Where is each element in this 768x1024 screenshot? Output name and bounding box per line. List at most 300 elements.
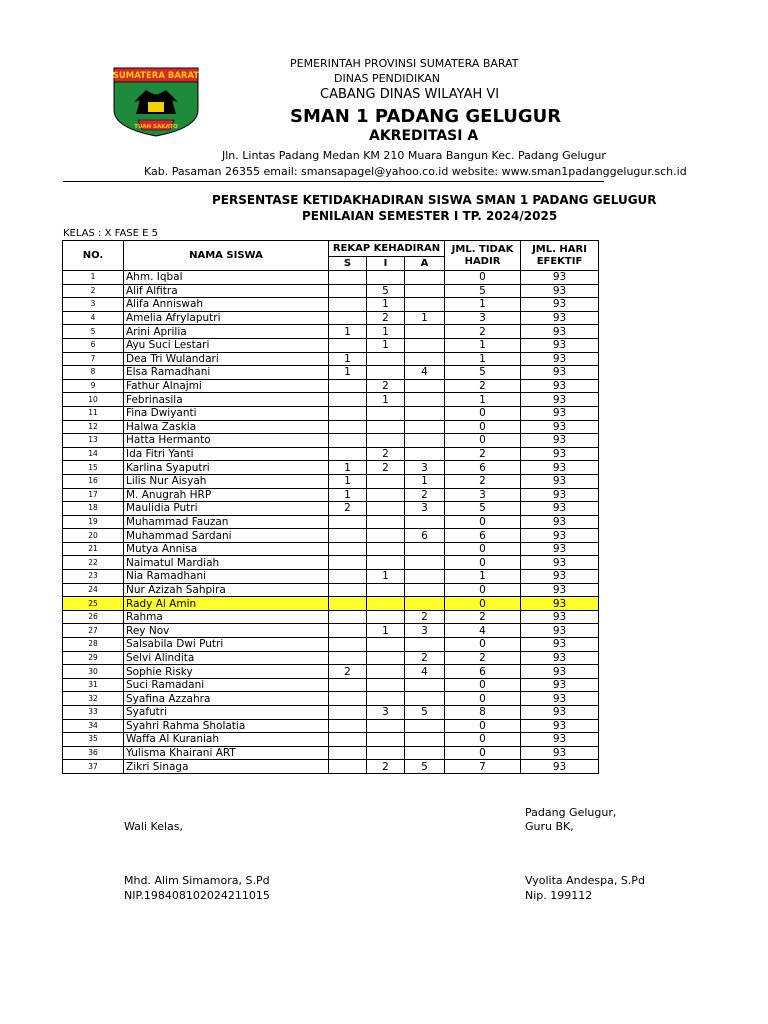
total-absent: 3 [445, 488, 521, 502]
table-row [63, 556, 599, 570]
student-name: Alifa Anniswah [124, 298, 329, 312]
table-row [63, 434, 599, 448]
table-row [63, 338, 599, 352]
permission-count: 2 [367, 379, 405, 393]
header-a: A [405, 257, 445, 271]
effective-days: 93 [521, 733, 599, 747]
sick-count: 1 [329, 366, 367, 380]
effective-days: 93 [521, 461, 599, 475]
row-number: 21 [63, 542, 124, 556]
effective-days: 93 [521, 366, 599, 380]
row-number: 2 [63, 284, 124, 298]
permission-count [367, 406, 405, 420]
sick-count: 1 [329, 474, 367, 488]
absent-count: 2 [405, 651, 445, 665]
sick-count [329, 556, 367, 570]
table-row [63, 542, 599, 556]
absent-count [405, 542, 445, 556]
student-name: Ayu Suci Lestari [124, 338, 329, 352]
row-number: 3 [63, 298, 124, 312]
row-number: 7 [63, 352, 124, 366]
table-row [63, 379, 599, 393]
effective-days: 93 [521, 406, 599, 420]
student-name: Rahma [124, 610, 329, 624]
total-absent: 1 [445, 393, 521, 407]
attendance-table [62, 240, 599, 774]
counselor-name: Vyolita Andespa, S.Pd [525, 874, 645, 887]
table-row [63, 638, 599, 652]
total-absent: 2 [445, 651, 521, 665]
row-number: 10 [63, 393, 124, 407]
row-number: 4 [63, 311, 124, 325]
counselor-nip: Nip. 199112 [525, 889, 593, 902]
permission-count [367, 488, 405, 502]
permission-count [367, 692, 405, 706]
permission-count [367, 556, 405, 570]
sick-count [329, 692, 367, 706]
absent-count: 4 [405, 366, 445, 380]
logo-bottom-text: TUAH SAKATO [134, 124, 178, 130]
row-number: 5 [63, 325, 124, 339]
province-emblem-logo [110, 66, 202, 138]
row-number: 6 [63, 338, 124, 352]
permission-count [367, 434, 405, 448]
absent-count: 3 [405, 624, 445, 638]
absent-count: 1 [405, 474, 445, 488]
row-number: 26 [63, 610, 124, 624]
row-number: 22 [63, 556, 124, 570]
student-name: Fina Dwiyanti [124, 406, 329, 420]
absent-count [405, 379, 445, 393]
sick-count [329, 624, 367, 638]
effective-days: 93 [521, 692, 599, 706]
effective-days: 93 [521, 338, 599, 352]
effective-days: 93 [521, 271, 599, 285]
student-name: Naimatul Mardiah [124, 556, 329, 570]
effective-days: 93 [521, 284, 599, 298]
row-number: 14 [63, 447, 124, 461]
permission-count: 2 [367, 760, 405, 774]
sick-count [329, 706, 367, 720]
sick-count [329, 638, 367, 652]
absent-count [405, 515, 445, 529]
letterhead-divider [63, 181, 604, 182]
table-row [63, 515, 599, 529]
row-number: 34 [63, 719, 124, 733]
effective-days: 93 [521, 393, 599, 407]
table-row [63, 325, 599, 339]
school-address: Jln. Lintas Padang Medan KM 210 Muara Bangun Kec. Padang Gelugur [222, 149, 606, 162]
sick-count [329, 515, 367, 529]
permission-count: 2 [367, 461, 405, 475]
table-row [63, 284, 599, 298]
total-absent: 6 [445, 529, 521, 543]
total-absent: 1 [445, 352, 521, 366]
student-name: Syafina Azzahra [124, 692, 329, 706]
total-absent: 0 [445, 406, 521, 420]
total-absent: 0 [445, 583, 521, 597]
total-absent: 2 [445, 325, 521, 339]
absent-count [405, 570, 445, 584]
sick-count [329, 311, 367, 325]
sick-count: 2 [329, 502, 367, 516]
sick-count: 2 [329, 665, 367, 679]
total-absent: 4 [445, 624, 521, 638]
effective-days: 93 [521, 352, 599, 366]
homeroom-teacher-name: Mhd. Alim Simamora, S.Pd [124, 874, 270, 887]
table-row [63, 760, 599, 774]
report-title: PERSENTASE KETIDAKHADIRAN SISWA SMAN 1 PADANG GELUGUR [212, 193, 657, 207]
effective-days: 93 [521, 610, 599, 624]
student-name: Maulidia Putri [124, 502, 329, 516]
sick-count [329, 529, 367, 543]
absent-count [405, 393, 445, 407]
student-name: Ida Fitri Yanti [124, 447, 329, 461]
sick-count: 1 [329, 352, 367, 366]
total-absent: 0 [445, 638, 521, 652]
sick-count [329, 406, 367, 420]
absent-count [405, 692, 445, 706]
effective-days: 93 [521, 325, 599, 339]
student-name: Sophie Risky [124, 665, 329, 679]
absent-count: 3 [405, 461, 445, 475]
sick-count [329, 420, 367, 434]
effective-days: 93 [521, 420, 599, 434]
absent-count [405, 746, 445, 760]
absent-count: 2 [405, 610, 445, 624]
letterhead-department: DINAS PENDIDIKAN [334, 72, 440, 85]
total-absent: 0 [445, 678, 521, 692]
absent-count [405, 597, 445, 611]
student-name: Febrinasila [124, 393, 329, 407]
permission-count [367, 502, 405, 516]
student-name: Suci Ramadani [124, 678, 329, 692]
effective-days: 93 [521, 665, 599, 679]
row-number: 25 [63, 597, 124, 611]
student-name: Nur Azizah Sahpira [124, 583, 329, 597]
row-number: 28 [63, 638, 124, 652]
effective-days: 93 [521, 502, 599, 516]
student-name: Rady Al Amin [124, 597, 329, 611]
sick-count [329, 284, 367, 298]
total-absent: 2 [445, 610, 521, 624]
effective-days: 93 [521, 760, 599, 774]
student-name: Lilis Nur Aisyah [124, 474, 329, 488]
total-absent: 0 [445, 733, 521, 747]
total-absent: 7 [445, 760, 521, 774]
sick-count [329, 746, 367, 760]
effective-days: 93 [521, 474, 599, 488]
student-name: Karlina Syaputri [124, 461, 329, 475]
total-absent: 0 [445, 556, 521, 570]
permission-count [367, 515, 405, 529]
row-number: 33 [63, 706, 124, 720]
total-absent: 6 [445, 461, 521, 475]
permission-count [367, 638, 405, 652]
effective-days: 93 [521, 447, 599, 461]
row-number: 1 [63, 271, 124, 285]
sick-count: 1 [329, 461, 367, 475]
permission-count [367, 583, 405, 597]
sick-count [329, 434, 367, 448]
table-row [63, 488, 599, 502]
sick-count [329, 651, 367, 665]
header-s: S [329, 257, 367, 271]
sick-count [329, 542, 367, 556]
student-name: Rey Nov [124, 624, 329, 638]
row-number: 15 [63, 461, 124, 475]
table-row [63, 692, 599, 706]
total-absent: 3 [445, 311, 521, 325]
effective-days: 93 [521, 298, 599, 312]
sick-count [329, 271, 367, 285]
student-name: Muhammad Sardani [124, 529, 329, 543]
row-number: 19 [63, 515, 124, 529]
total-absent: 0 [445, 434, 521, 448]
absent-count [405, 678, 445, 692]
sick-count [329, 447, 367, 461]
absent-count [405, 556, 445, 570]
homeroom-teacher-role: Wali Kelas, [124, 820, 183, 833]
absent-count: 4 [405, 665, 445, 679]
student-name: Elsa Ramadhani [124, 366, 329, 380]
absent-count [405, 352, 445, 366]
school-name: SMAN 1 PADANG GELUGUR [290, 106, 562, 127]
table-row [63, 271, 599, 285]
sick-count [329, 733, 367, 747]
logo-top-text: SUMATERA BARAT [112, 71, 200, 81]
permission-count: 1 [367, 624, 405, 638]
student-name: Hatta Hermanto [124, 434, 329, 448]
permission-count [367, 651, 405, 665]
effective-days: 93 [521, 311, 599, 325]
student-name: Waffa Al Kuraniah [124, 733, 329, 747]
absent-count [405, 420, 445, 434]
student-name: Muhammad Fauzan [124, 515, 329, 529]
letterhead-branch: CABANG DINAS WILAYAH VI [320, 87, 500, 102]
student-name: Ahm. Iqbal [124, 271, 329, 285]
effective-days: 93 [521, 706, 599, 720]
sick-count [329, 338, 367, 352]
permission-count [367, 529, 405, 543]
table-row [63, 570, 599, 584]
absent-count [405, 284, 445, 298]
row-number: 27 [63, 624, 124, 638]
absent-count: 2 [405, 488, 445, 502]
total-absent: 6 [445, 665, 521, 679]
absent-count [405, 406, 445, 420]
absent-count [405, 583, 445, 597]
total-absent: 2 [445, 447, 521, 461]
permission-count [367, 733, 405, 747]
student-name: Selvi Alindita [124, 651, 329, 665]
table-row [63, 583, 599, 597]
student-name: Halwa Zaskia [124, 420, 329, 434]
row-number: 12 [63, 420, 124, 434]
absent-count [405, 338, 445, 352]
effective-days: 93 [521, 719, 599, 733]
absent-count: 5 [405, 706, 445, 720]
row-number: 9 [63, 379, 124, 393]
table-row [63, 529, 599, 543]
report-subtitle: PENILAIAN SEMESTER I TP. 2024/2025 [302, 209, 558, 223]
table-row [63, 393, 599, 407]
absent-count [405, 638, 445, 652]
effective-days: 93 [521, 515, 599, 529]
absent-count [405, 298, 445, 312]
student-name: M. Anugrah HRP [124, 488, 329, 502]
sick-count [329, 583, 367, 597]
effective-days: 93 [521, 651, 599, 665]
total-absent: 1 [445, 298, 521, 312]
permission-count: 2 [367, 311, 405, 325]
absent-count [405, 325, 445, 339]
permission-count [367, 746, 405, 760]
absent-count [405, 733, 445, 747]
permission-count [367, 597, 405, 611]
absent-count [405, 434, 445, 448]
effective-days: 93 [521, 624, 599, 638]
total-absent: 0 [445, 719, 521, 733]
table-row [63, 420, 599, 434]
table-row [63, 665, 599, 679]
row-number: 13 [63, 434, 124, 448]
effective-days: 93 [521, 488, 599, 502]
effective-days: 93 [521, 678, 599, 692]
sick-count [329, 570, 367, 584]
total-absent: 5 [445, 366, 521, 380]
permission-count: 1 [367, 393, 405, 407]
table-row [63, 706, 599, 720]
sick-count: 1 [329, 325, 367, 339]
permission-count [367, 366, 405, 380]
attendance-rows [63, 271, 599, 774]
header-i: I [367, 257, 405, 271]
table-row [63, 651, 599, 665]
permission-count: 3 [367, 706, 405, 720]
student-name: Salsabila Dwi Putri [124, 638, 329, 652]
sick-count: 1 [329, 488, 367, 502]
total-absent: 2 [445, 379, 521, 393]
total-absent: 0 [445, 692, 521, 706]
table-row [63, 719, 599, 733]
absent-count [405, 447, 445, 461]
effective-days: 93 [521, 583, 599, 597]
permission-count: 2 [367, 447, 405, 461]
table-row [63, 746, 599, 760]
sick-count [329, 298, 367, 312]
sick-count [329, 678, 367, 692]
absent-count: 1 [405, 311, 445, 325]
total-absent: 0 [445, 597, 521, 611]
class-label: KELAS : X FASE E 5 [63, 228, 158, 239]
student-name: Zikri Sinaga [124, 760, 329, 774]
permission-count [367, 665, 405, 679]
effective-days: 93 [521, 597, 599, 611]
permission-count: 1 [367, 570, 405, 584]
table-row [63, 678, 599, 692]
total-absent: 5 [445, 502, 521, 516]
row-number: 16 [63, 474, 124, 488]
student-name: Alif Alfitra [124, 284, 329, 298]
table-row [63, 352, 599, 366]
accreditation: AKREDITASI A [369, 128, 479, 144]
table-row [63, 624, 599, 638]
permission-count [367, 271, 405, 285]
effective-days: 93 [521, 570, 599, 584]
sick-count [329, 597, 367, 611]
letterhead-government: PEMERINTAH PROVINSI SUMATERA BARAT [290, 57, 519, 70]
place-date: Padang Gelugur, [525, 806, 617, 819]
total-absent: 0 [445, 542, 521, 556]
effective-days: 93 [521, 638, 599, 652]
student-name: Amelia Afrylaputri [124, 311, 329, 325]
row-number: 17 [63, 488, 124, 502]
sick-count [329, 379, 367, 393]
row-number: 30 [63, 665, 124, 679]
effective-days: 93 [521, 434, 599, 448]
header-no: NO. [63, 241, 124, 271]
total-absent: 8 [445, 706, 521, 720]
total-absent: 1 [445, 338, 521, 352]
student-name: Nia Ramadhani [124, 570, 329, 584]
sick-count [329, 719, 367, 733]
row-number: 24 [63, 583, 124, 597]
permission-count [367, 352, 405, 366]
absent-count: 6 [405, 529, 445, 543]
table-row [63, 597, 599, 611]
absent-count: 3 [405, 502, 445, 516]
header-jml-tidak-hadir: JML. TIDAK HADIR [445, 241, 521, 271]
row-number: 35 [63, 733, 124, 747]
permission-count [367, 610, 405, 624]
permission-count [367, 719, 405, 733]
permission-count [367, 542, 405, 556]
total-absent: 5 [445, 284, 521, 298]
row-number: 20 [63, 529, 124, 543]
header-jml-hari-efektif: JML. HARI EFEKTIF [521, 241, 599, 271]
table-row [63, 461, 599, 475]
table-row [63, 298, 599, 312]
row-number: 32 [63, 692, 124, 706]
counselor-role: Guru BK, [525, 820, 574, 833]
school-contact: Kab. Pasaman 26355 email: smansapagel@yahoo.co.id website: www.sman1padanggelugur.sch.id [144, 165, 687, 178]
total-absent: 0 [445, 271, 521, 285]
header-name: NAMA SISWA [124, 241, 329, 271]
sick-count [329, 393, 367, 407]
permission-count [367, 420, 405, 434]
total-absent: 0 [445, 746, 521, 760]
row-number: 11 [63, 406, 124, 420]
table-row [63, 311, 599, 325]
permission-count: 5 [367, 284, 405, 298]
table-row [63, 610, 599, 624]
homeroom-teacher-nip: NIP.198408102024211015 [124, 889, 270, 902]
row-number: 18 [63, 502, 124, 516]
student-name: Syahri Rahma Sholatia [124, 719, 329, 733]
total-absent: 2 [445, 474, 521, 488]
table-row [63, 733, 599, 747]
student-name: Fathur Alnajmi [124, 379, 329, 393]
table-row [63, 447, 599, 461]
table-row [63, 406, 599, 420]
table-row [63, 474, 599, 488]
effective-days: 93 [521, 746, 599, 760]
sick-count [329, 760, 367, 774]
student-name: Syafutri [124, 706, 329, 720]
student-name: Arini Aprilia [124, 325, 329, 339]
effective-days: 93 [521, 542, 599, 556]
